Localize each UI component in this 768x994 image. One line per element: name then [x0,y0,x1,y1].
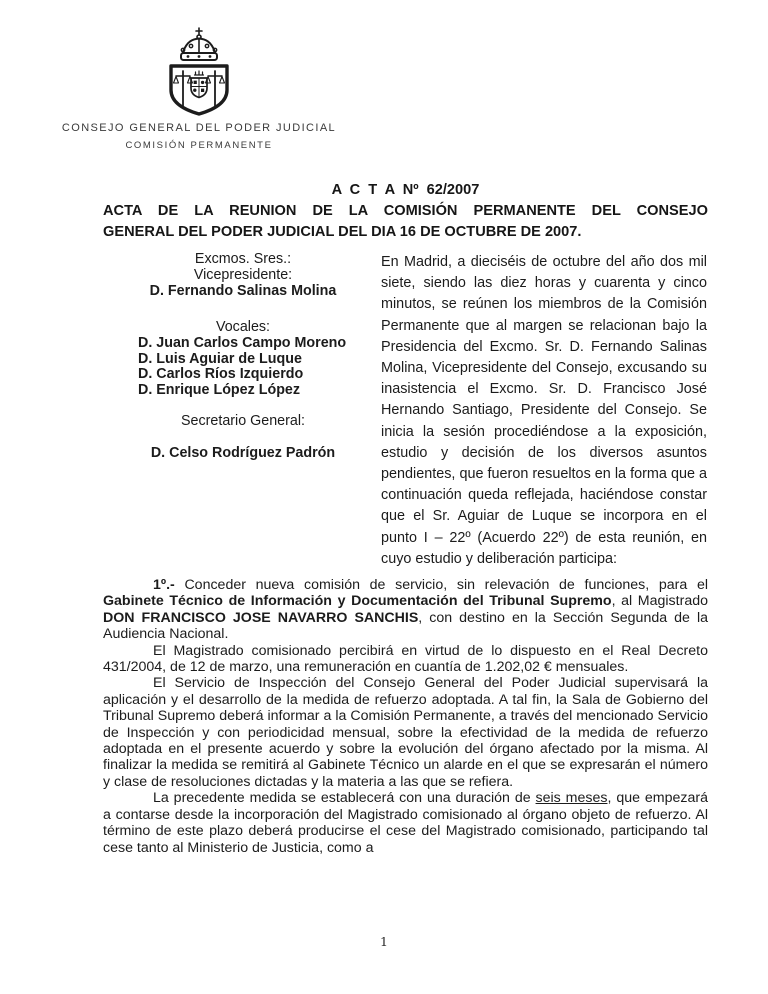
text-segment: Conceder nueva comisión de servicio, sin relevación de funciones, para el [174,577,708,593]
body-paragraph [103,577,708,643]
org-name: CONSEJO GENERAL DEL PODER JUDICIAL [61,122,337,134]
title-block [103,180,708,243]
acta-body [103,577,708,856]
vocal-name: D. Luis Aguiar de Luque [138,350,302,367]
text-segment: La precedente medida se establecerá con una duración de [153,790,536,807]
attendance-section [105,252,707,570]
vocal-name: D. Enrique López López [138,382,301,399]
text-segment: El Magistrado comisionado percibirá en virtud de lo dispuesto en el Real Decreto 431/2004, de 12 de marzo, una remuneración en cuantía de 1.202,02 € mensuales. [103,642,708,676]
vocal-name: D. Juan Carlos Campo Moreno [138,334,347,351]
secretario-label: Secretario General: [181,413,305,430]
opening-paragraph [381,252,707,570]
opening-paragraph-text: En Madrid, a dieciséis de octubre del año dos mil siete, siendo las diez horas y cuarenta y cinco minutos, se reúnen los miembros de la Comisión Permanente que al margen se relacionan bajo la Presidencia del Excmo. Sr. D. Fernando Salinas Molina, Vicepresidente del Consejo, excusando su inasistencia el Excmo. Sr. D. Francisco José Hernando Santiago, Presidente del Consejo. Se inicia la sesión procediéndose a la exposición, estudio y decisión de los diversos asuntos pendientes, que fueron resueltos en la forma que a continuación queda reflejada, haciéndose constar que el Sr. Aguiar de Luque se incorpora en el punto I – 22º (Acuerdo 22º) de esta reunión, en cuyo estudio y deliberación participa: [381,254,707,567]
vicepresidente-label: Vicepresidente: [193,266,293,283]
letterhead [40,26,358,151]
body-paragraph [103,675,708,790]
acta-number: A C T A Nº 62/2007 [331,182,480,198]
vicepresidente-name: D. Fernando Salinas Molina [149,282,337,299]
acta-subject-line-1: ACTA DE LA REUNION DE LA COMISIÓN PERMANENTE DEL CONSEJO [103,203,708,219]
text-segment: , con destino en la Sección Segunda de la Audiencia Nacional. [103,609,708,643]
vocales-label: Vocales: [215,318,271,335]
vocales-names [105,336,381,400]
text-segment: , al Magistrado [611,593,708,610]
org-division: COMISIÓN PERMANENTE [125,140,273,151]
text-segment: DON FRANCISCO JOSE NAVARRO SANCHIS [103,609,419,626]
body-paragraph [103,790,708,856]
body-paragraph [103,643,708,676]
text-segment: seis meses [535,790,608,807]
text-segment: 1º.- [153,577,175,593]
coat-of-arms-icon [157,26,241,118]
secretario-name: D. Celso Rodríguez Padrón [150,445,336,462]
attendees-salutation: Excmos. Sres.: [194,251,292,267]
text-segment: El Servicio de Inspección del Consejo General del Poder Judicial supervisará la aplicación y el desarrollo de la medida de refuerzo adoptada. A tal fin, la Sala de Gobierno del Tribunal Supremo deberá informar a la Comisión Permanente, a través del mencionado Servicio de Inspección y con periodicidad mensual, sobre la efectividad de la medida de refuerzo adoptada en el presente acuerdo y sobre la evolución del órgano afectado por la misma. Al finalizar la medida se remitirá al Gabinete Técnico un alarde en el que se expresarán el número y clase de resoluciones dictadas y la materia a las que se refiera. [103,675,708,790]
vocal-name: D. Carlos Ríos Izquierdo [138,366,304,383]
text-segment: Gabinete Técnico de Información y Documentación del Tribunal Supremo [103,593,612,610]
acta-subject-line-2: GENERAL DEL PODER JUDICIAL DEL DIA 16 DE OCTUBRE DE 2007. [103,224,582,240]
attendees-list [105,252,381,570]
text-segment: , que empezará a contarse desde la incorporación del Magistrado comisionado al órgano objeto de refuerzo. Al término de este plazo deberá producirse el cese del Magistrado comisionado, participando tal cese tanto al Ministerio de Justicia, como a [103,790,708,856]
page-number: 1 [380,934,388,949]
